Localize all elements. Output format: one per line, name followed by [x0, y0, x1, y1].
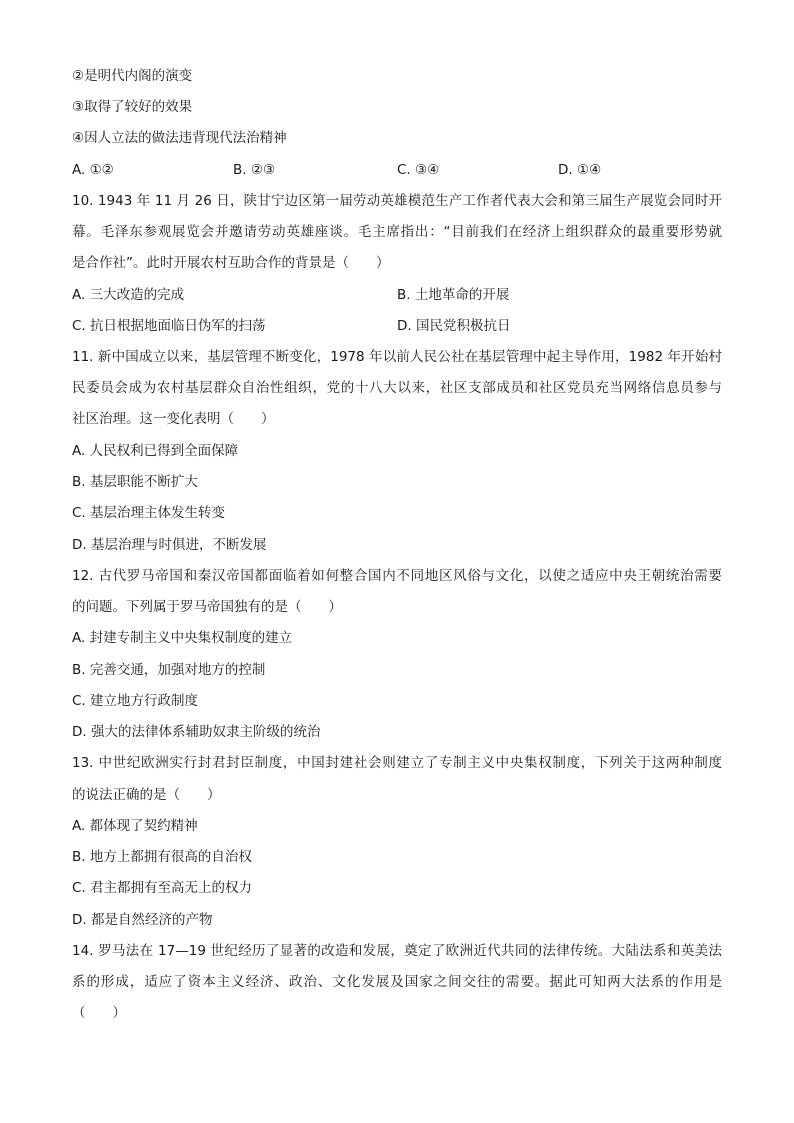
q13-option-b: B. 地方上都拥有很高的自治权 — [72, 849, 252, 865]
q9-item-4: ④因人立法的做法违背现代法治精神 — [72, 130, 287, 146]
q12-option-b: B. 完善交通，加强对地方的控制 — [72, 662, 266, 678]
q9-item-2: ②是明代内阁的演变 — [72, 68, 193, 84]
q11-option-b: B. 基层职能不断扩大 — [72, 474, 198, 490]
q11-option-d: D. 基层治理与时俱进，不断发展 — [72, 537, 267, 553]
q12-stem-line-1: 12. 古代罗马帝国和秦汉帝国都面临着如何整合国内不同地区风俗与文化，以使之适应中央王朝统治需要 — [72, 568, 722, 584]
q10-stem-line-3: 是合作社”。此时开展农村互助合作的背景是（ ） — [72, 255, 390, 271]
q14-stem-line-2: 系的形成，适应了资本主义经济、政治、文化发展及国家之间交往的需要。据此可知两大法系的作用是 — [72, 974, 722, 990]
q13-stem-line-1: 13. 中世纪欧洲实行封君封臣制度，中国封建社会则建立了专制主义中央集权制度，下列关于这两种制度 — [72, 755, 722, 771]
q11-stem-line-2: 民委员会成为农村基层群众自治性组织，党的十八大以来，社区支部成员和社区党员充当网络信息员参与 — [72, 380, 722, 396]
q12-stem-line-2: 的问题。下列属于罗马帝国独有的是（ ） — [72, 599, 342, 615]
q14-stem-line-1: 14. 罗马法在 17—19 世纪经历了显著的改造和发展，奠定了欧洲近代共同的法律传统。大陆法系和英美法 — [72, 943, 722, 959]
q11-option-c: C. 基层治理主体发生转变 — [72, 505, 226, 521]
q12-option-a: A. 封建专制主义中央集权制度的建立 — [72, 630, 293, 646]
q13-option-a: A. 都体现了契约精神 — [72, 818, 198, 834]
q10-option-c: C. 抗日根据地面临日伪军的扫荡 — [72, 318, 266, 334]
q11-stem-line-3: 社区治理。这一变化表明（ ） — [72, 411, 275, 427]
q11-stem-line-1: 11. 新中国成立以来，基层管理不断变化，1978 年以前人民公社在基层管理中起主导作用，1982 年开始村 — [72, 349, 722, 365]
q10-option-d: D. 国民党积极抗日 — [397, 318, 511, 334]
q10-option-a: A. 三大改造的完成 — [72, 287, 185, 303]
q10-stem-line-1: 10. 1943 年 11 月 26 日，陕甘宁边区第一届劳动英雄模范生产工作者代表大会和第三届生产展览会同时开 — [72, 193, 722, 209]
q9-option-b: B. ②③ — [233, 162, 276, 178]
q9-option-c: C. ③④ — [397, 162, 440, 178]
q9-option-d: D. ①④ — [558, 162, 602, 178]
q13-option-d: D. 都是自然经济的产物 — [72, 912, 213, 928]
q13-stem-line-2: 的说法正确的是（ ） — [72, 787, 221, 803]
q9-option-a: A. ①② — [72, 162, 114, 178]
q10-stem-line-2: 幕。毛泽东参观展览会并邀请劳动英雄座谈。毛主席指出：“目前我们在经济上组织群众的最重要形势就 — [72, 224, 722, 240]
q9-item-3: ③取得了较好的效果 — [72, 99, 193, 115]
q12-option-d: D. 强大的法律体系辅助奴隶主阶级的统治 — [72, 724, 321, 740]
q12-option-c: C. 建立地方行政制度 — [72, 693, 199, 709]
q10-option-b: B. 土地革命的开展 — [397, 287, 510, 303]
q11-option-a: A. 人民权利已得到全面保障 — [72, 443, 239, 459]
q14-stem-line-3: （ ） — [72, 1005, 126, 1021]
q13-option-c: C. 君主都拥有至高无上的权力 — [72, 880, 253, 896]
